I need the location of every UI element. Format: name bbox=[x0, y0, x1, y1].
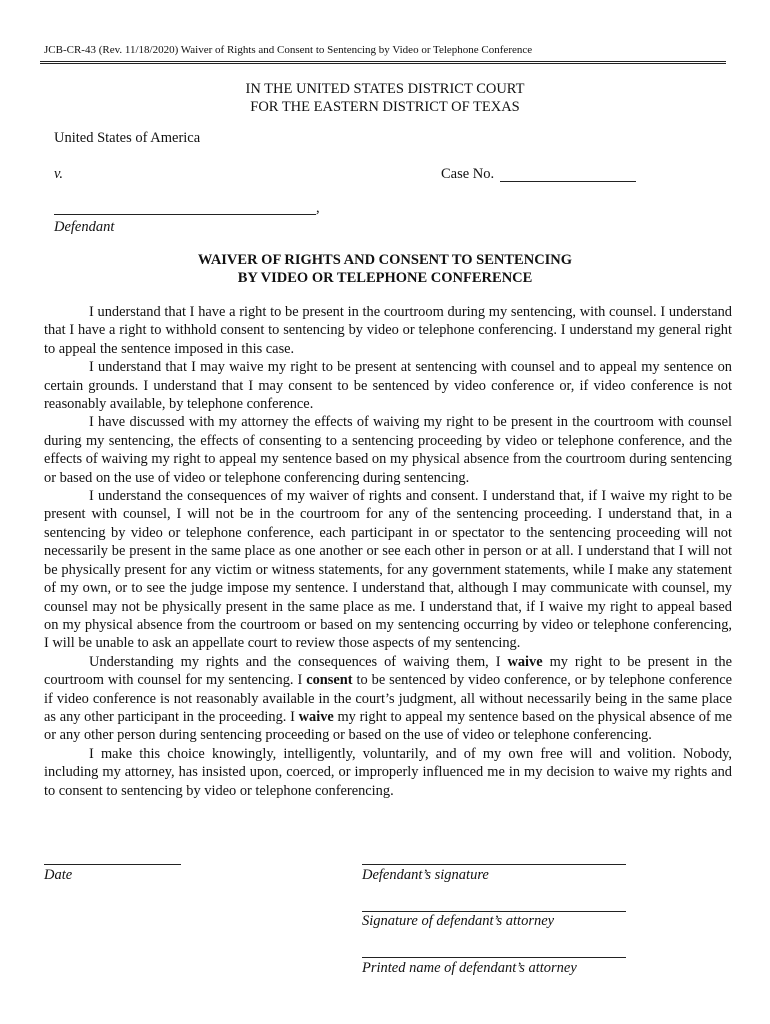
document-title-line1: WAIVER OF RIGHTS AND CONSENT TO SENTENCING bbox=[197, 252, 573, 268]
waive-emphasis-1: waive bbox=[507, 653, 543, 670]
date-field[interactable] bbox=[44, 864, 181, 865]
p5-text-e: to be sentenced by video conference, or by telephone conference if video conference is not reasonably available in the court’s judgment, all without necessarily being in the same place as any other participant in the proceeding. I bbox=[44, 672, 732, 725]
consent-emphasis: consent bbox=[306, 672, 353, 689]
defendant-comma: , bbox=[316, 200, 320, 216]
p5-text-g: my right to appeal my sentence based on the physical absence of me or any other person during sentencing proceeding or based on the use of video or telephone conferencing. bbox=[44, 708, 732, 744]
plaintiff-name: United States of America bbox=[54, 130, 201, 146]
p5-text-a: Understanding my rights and the consequences of waiving them, I bbox=[89, 653, 508, 670]
paragraph-may-waive: I understand that I may waive my right to be present at sentencing with counsel and to appeal my sentence on certain grounds. I understand that I may consent to be sentenced by video conference or, if video conference is not reasonably available, by telephone conference. bbox=[44, 359, 732, 413]
paragraph-knowing-choice: I make this choice knowingly, intelligently, voluntarily, and of my own free will and volition. Nobody, including my attorney, has insisted upon, coerced, or improperly influenced me in my decision to waive my rights and to consent to sentencing by video or telephone conferencing. bbox=[44, 745, 732, 799]
date-label: Date bbox=[44, 867, 73, 883]
court-name-line1: IN THE UNITED STATES DISTRICT COURT bbox=[245, 81, 525, 97]
versus-label: v. bbox=[54, 166, 63, 182]
court-name-line2: FOR THE EASTERN DISTRICT OF TEXAS bbox=[250, 99, 520, 115]
waiver-body bbox=[44, 303, 732, 800]
case-no-label: Case No. bbox=[441, 166, 495, 182]
paragraph-discussed-with-attorney: I have discussed with my attorney the effects of waiving my right to be present in the courtroom with counsel during my sentencing, the effects of consenting to a sentencing proceeding by video or telephone conference, and the effects of waiving my right to appeal my sentence based on my physical absence from the courtroom during sentencing or based on the use of video or telephone conferencing during sentencing. bbox=[44, 414, 732, 486]
defendant-signature-field[interactable] bbox=[362, 864, 626, 865]
attorney-printed-name-label: Printed name of defendant’s attorney bbox=[362, 960, 577, 976]
attorney-signature-label: Signature of defendant’s attorney bbox=[362, 913, 555, 929]
header-rule bbox=[40, 61, 726, 64]
case-no-field[interactable] bbox=[500, 181, 636, 182]
defendant-name-field[interactable] bbox=[54, 214, 316, 215]
defendant-signature-label: Defendant’s signature bbox=[362, 867, 489, 883]
document-title-line2: BY VIDEO OR TELEPHONE CONFERENCE bbox=[237, 270, 533, 286]
attorney-printed-name-field[interactable] bbox=[362, 957, 626, 958]
defendant-label: Defendant bbox=[54, 219, 115, 235]
paragraph-consequences: I understand the consequences of my waiver of rights and consent. I understand that, if I waive my right to be present with counsel, I will not be in the courtroom for any of the sentencing proceeding. I understand that, in a sentencing by video or telephone conference, each participant in or spectator to the sentencing proceeding will not necessarily be present in the same place as one another or see each other in person or at all. I understand that I will not be physically present for any victim or witness statements, for any government statements, while I make any statement of my own, or to see the judge impose my sentence. I understand that, although I may communicate with counsel, my counsel may not be physically present in the same place as me. I understand that, if I waive my right to appeal based on my physical absence from the courtroom or based on my sentencing occurring by video or telephone conferencing, I will be unable to ask an appellate court to review those aspects of my sentencing. bbox=[44, 488, 732, 652]
paragraph-right-to-be-present: I understand that I have a right to be present in the courtroom during my sentencing, with counsel. I understand that I have a right to withhold consent to sentencing by video or telephone conferencing. I understand my general right to appeal the sentence imposed in this case. bbox=[44, 304, 732, 357]
p5-text-c: my right to be present in the courtroom with counsel for my sentencing. I bbox=[44, 653, 732, 689]
waive-emphasis-2: waive bbox=[298, 708, 334, 725]
attorney-signature-field[interactable] bbox=[362, 911, 626, 912]
form-id-header: JCB-CR-43 (Rev. 11/18/2020) Waiver of Rights and Consent to Sentencing by Video or Telephone Conference bbox=[44, 44, 533, 56]
paragraph-waiver-and-consent bbox=[44, 653, 732, 745]
